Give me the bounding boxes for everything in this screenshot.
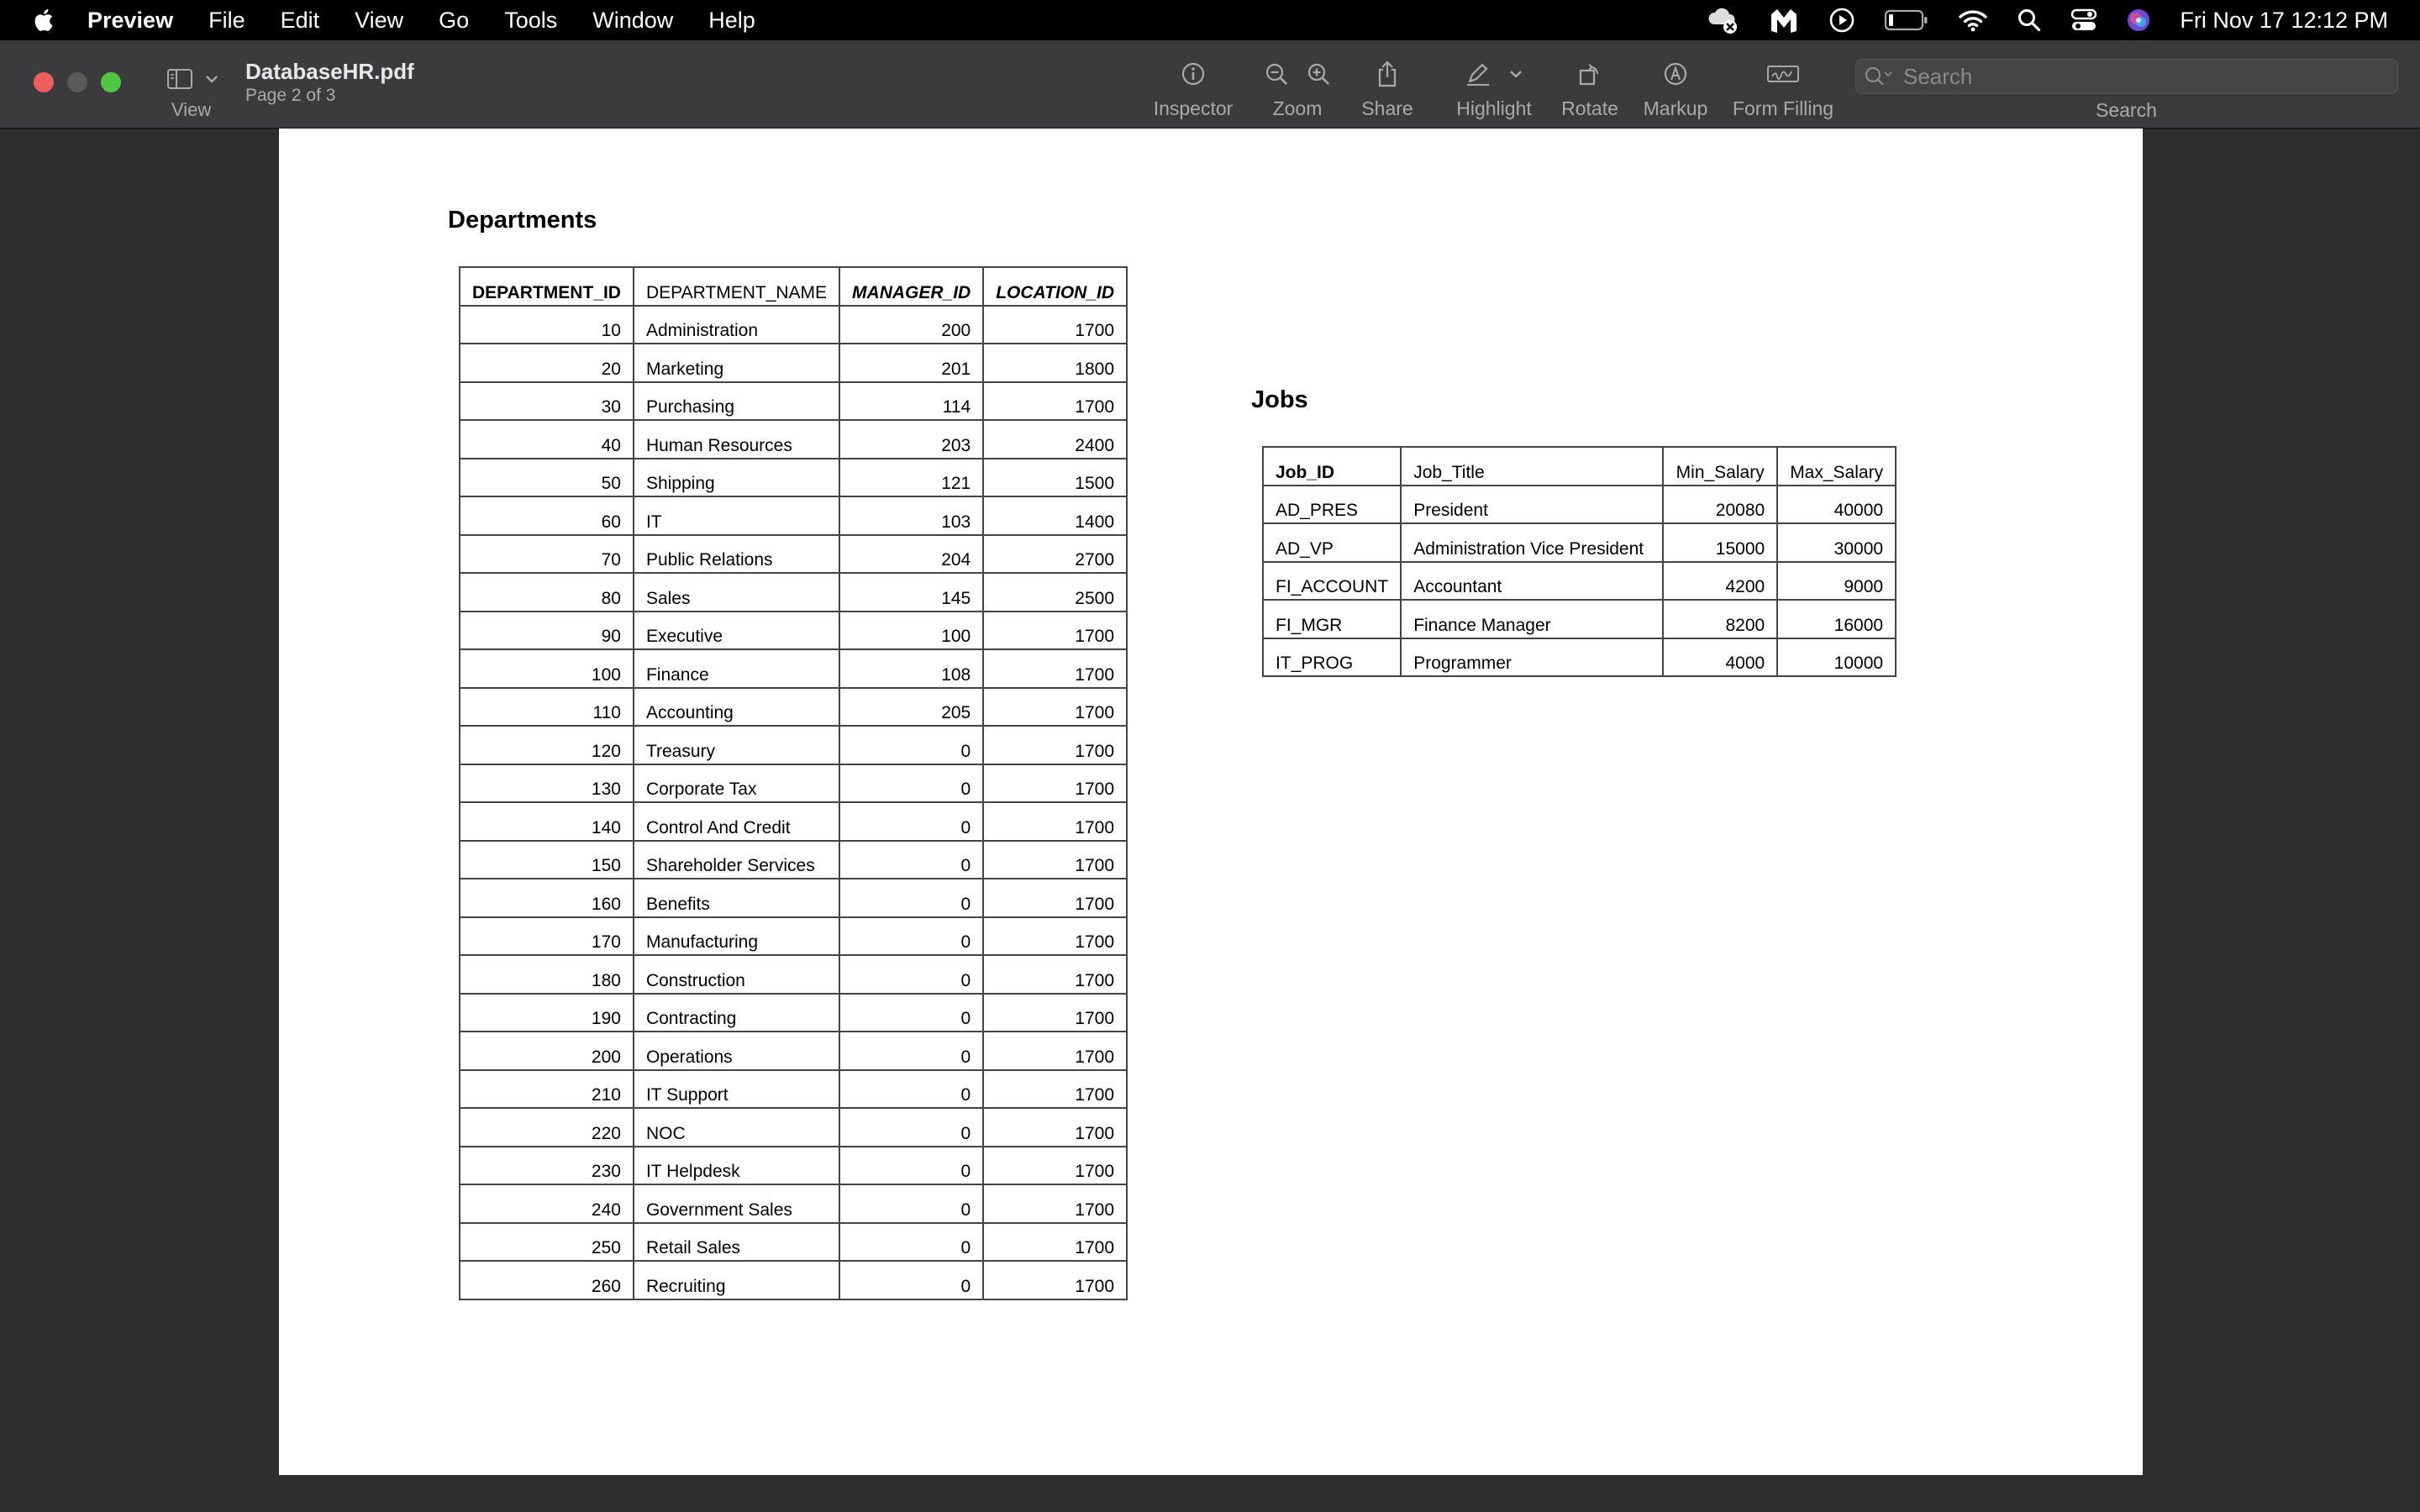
table-row — [460, 306, 1127, 344]
table-row — [460, 917, 1127, 956]
table-row — [460, 994, 1127, 1032]
battery-icon[interactable] — [1884, 9, 1929, 31]
malwarebytes-icon[interactable] — [1768, 6, 1800, 34]
table-cell: 180 — [460, 955, 634, 994]
table-cell: 80 — [460, 573, 634, 612]
table-cell: 0 — [839, 841, 983, 879]
table-cell: Public Relations — [634, 535, 839, 574]
column-header: Job_Title — [1401, 447, 1663, 486]
table-row — [460, 688, 1127, 727]
sidebar-icon — [166, 68, 195, 90]
menu-edit[interactable]: Edit — [280, 7, 320, 33]
control-center-icon[interactable] — [2070, 8, 2097, 33]
column-header: MANAGER_ID — [839, 267, 983, 306]
table-row — [1263, 486, 1896, 524]
table-cell: AD_VP — [1263, 523, 1401, 562]
table-cell: FI_MGR — [1263, 600, 1401, 638]
table-cell: 260 — [460, 1261, 634, 1299]
table-cell: 110 — [460, 688, 634, 727]
table-cell: 0 — [839, 726, 983, 764]
share-icon — [1375, 60, 1400, 88]
chevron-down-icon[interactable] — [1508, 68, 1523, 80]
column-header: DEPARTMENT_NAME — [634, 267, 839, 306]
table-cell: Corporate Tax — [634, 764, 839, 803]
table-cell: 1700 — [983, 955, 1127, 994]
table-row — [460, 420, 1127, 459]
window-minimize-button[interactable] — [67, 72, 87, 92]
table-cell: 20080 — [1663, 486, 1777, 524]
table-cell: Finance — [634, 649, 839, 688]
table-cell: 130 — [460, 764, 634, 803]
table-cell: Treasury — [634, 726, 839, 764]
table-cell: 1700 — [983, 994, 1127, 1032]
column-header: LOCATION_ID — [983, 267, 1127, 306]
cloud-sync-icon[interactable] — [1706, 6, 1739, 34]
table-cell: Operations — [634, 1032, 839, 1070]
window-close-button[interactable] — [34, 72, 54, 92]
document-title[interactable]: DatabaseHR.pdf — [245, 59, 414, 84]
chevron-down-icon — [203, 73, 220, 85]
table-row — [460, 841, 1127, 879]
table-cell: 201 — [839, 344, 983, 382]
table-cell: Control And Credit — [634, 802, 839, 841]
table-cell: Finance Manager — [1401, 600, 1663, 638]
search-label: Search — [2096, 99, 2157, 121]
table-cell: 10 — [460, 306, 634, 344]
menu-view[interactable]: View — [355, 7, 404, 33]
spotlight-search-icon[interactable] — [2017, 8, 2042, 33]
table-row — [460, 955, 1127, 994]
table-cell: 50 — [460, 459, 634, 497]
table-cell: Benefits — [634, 879, 839, 917]
table-cell: 250 — [460, 1223, 634, 1262]
share-button[interactable] — [1358, 57, 1417, 120]
table-cell: 230 — [460, 1147, 634, 1185]
table-cell: 1700 — [983, 1032, 1127, 1070]
table-row — [1263, 638, 1896, 677]
table-row — [460, 573, 1127, 612]
table-cell: 40 — [460, 420, 634, 459]
table-cell: 240 — [460, 1184, 634, 1223]
table-cell: 4000 — [1663, 638, 1777, 677]
departments-header-row — [460, 267, 1127, 306]
table-cell: 30 — [460, 382, 634, 421]
menu-window[interactable]: Window — [592, 7, 674, 33]
table-cell: 0 — [839, 1261, 983, 1299]
table-row — [460, 1032, 1127, 1070]
departments-table — [459, 266, 1128, 1300]
table-row — [460, 1223, 1127, 1262]
table-cell: 220 — [460, 1108, 634, 1147]
table-cell: 120 — [460, 726, 634, 764]
zoom-in-icon[interactable] — [1306, 61, 1331, 87]
table-cell: 203 — [839, 420, 983, 459]
table-cell: Shareholder Services — [634, 841, 839, 879]
table-row — [1263, 523, 1896, 562]
menu-go[interactable]: Go — [439, 7, 470, 33]
zoom-out-icon[interactable] — [1264, 61, 1289, 87]
table-cell: 103 — [839, 496, 983, 535]
table-cell: 0 — [839, 1223, 983, 1262]
menu-app-preview[interactable]: Preview — [87, 7, 174, 33]
table-row — [460, 1147, 1127, 1185]
table-row — [460, 1184, 1127, 1223]
table-cell: 1700 — [983, 1070, 1127, 1109]
table-cell: IT Support — [634, 1070, 839, 1109]
table-row — [460, 879, 1127, 917]
table-cell: IT Helpdesk — [634, 1147, 839, 1185]
table-cell: 90 — [460, 612, 634, 650]
table-cell: 0 — [839, 994, 983, 1032]
table-row — [460, 802, 1127, 841]
table-cell: 0 — [839, 955, 983, 994]
table-cell: 1700 — [983, 841, 1127, 879]
table-cell: 1700 — [983, 802, 1127, 841]
table-row — [460, 496, 1127, 535]
table-cell: 100 — [839, 612, 983, 650]
zoom-label: Zoom — [1272, 97, 1323, 119]
table-cell: 1700 — [983, 382, 1127, 421]
table-cell: 1700 — [983, 306, 1127, 344]
apple-logo-icon[interactable] — [30, 6, 59, 34]
table-row — [460, 726, 1127, 764]
table-row — [460, 1261, 1127, 1299]
table-cell: 8200 — [1663, 600, 1777, 638]
table-cell: 1700 — [983, 1108, 1127, 1147]
table-cell: 1700 — [983, 1184, 1127, 1223]
highlight-button[interactable] — [1452, 57, 1536, 120]
form-filling-button[interactable] — [1731, 57, 1835, 120]
wifi-icon[interactable] — [1958, 8, 1988, 33]
table-cell: FI_ACCOUNT — [1263, 562, 1401, 601]
table-cell: 1700 — [983, 612, 1127, 650]
table-row — [460, 612, 1127, 650]
table-cell: 205 — [839, 688, 983, 727]
table-cell: Manufacturing — [634, 917, 839, 956]
share-label: Share — [1361, 97, 1413, 119]
menu-bar — [0, 0, 2420, 40]
table-cell: 1700 — [983, 879, 1127, 917]
view-label: View — [171, 99, 212, 120]
jobs-table — [1262, 446, 1897, 677]
table-cell: 1700 — [983, 1147, 1127, 1185]
table-cell: 0 — [839, 1184, 983, 1223]
table-cell: IT_PROG — [1263, 638, 1401, 677]
table-cell: 1700 — [983, 917, 1127, 956]
table-cell: 40000 — [1777, 486, 1896, 524]
table-cell: 20 — [460, 344, 634, 382]
table-cell: IT — [634, 496, 839, 535]
table-cell: 170 — [460, 917, 634, 956]
pdf-page — [279, 129, 2143, 1475]
table-row — [460, 382, 1127, 421]
table-cell: 114 — [839, 382, 983, 421]
table-cell: 210 — [460, 1070, 634, 1109]
table-cell: 190 — [460, 994, 634, 1032]
rotate-icon — [1577, 60, 1602, 87]
table-cell: 70 — [460, 535, 634, 574]
table-cell: Contracting — [634, 994, 839, 1032]
info-icon — [1181, 61, 1206, 87]
table-cell: 0 — [839, 1108, 983, 1147]
table-cell: 30000 — [1777, 523, 1896, 562]
table-cell: Shipping — [634, 459, 839, 497]
inspector-label: Inspector — [1153, 97, 1234, 119]
table-row — [460, 649, 1127, 688]
table-row — [460, 764, 1127, 803]
play-circle-icon[interactable] — [1828, 7, 1855, 34]
table-cell: Sales — [634, 573, 839, 612]
departments-title: Departments — [448, 207, 597, 234]
table-cell: Executive — [634, 612, 839, 650]
table-cell: Construction — [634, 955, 839, 994]
column-header: DEPARTMENT_ID — [460, 267, 634, 306]
form-filling-label: Form Filling — [1732, 97, 1834, 119]
table-cell: 1500 — [983, 459, 1127, 497]
table-cell: 0 — [839, 1147, 983, 1185]
table-row — [460, 535, 1127, 574]
jobs-table-body — [1263, 486, 1896, 677]
highlight-label: Highlight — [1456, 97, 1532, 119]
table-cell: 0 — [839, 1032, 983, 1070]
table-cell: Administration Vice President — [1401, 523, 1663, 562]
markup-pen-circle-icon — [1663, 61, 1688, 87]
table-cell: 0 — [839, 917, 983, 956]
table-cell: 108 — [839, 649, 983, 688]
table-cell: Programmer — [1401, 638, 1663, 677]
inspector-button[interactable] — [1151, 57, 1235, 120]
menu-tools[interactable]: Tools — [504, 7, 558, 33]
form-signature-icon — [1766, 61, 1800, 87]
jobs-header-row — [1263, 447, 1896, 486]
table-cell: Accounting — [634, 688, 839, 727]
table-cell: 1400 — [983, 496, 1127, 535]
jobs-title: Jobs — [1251, 386, 1308, 413]
markup-label: Markup — [1643, 97, 1708, 119]
table-cell: Administration — [634, 306, 839, 344]
table-cell: 1700 — [983, 649, 1127, 688]
table-cell: Marketing — [634, 344, 839, 382]
table-cell: AD_PRES — [1263, 486, 1401, 524]
table-cell: 1700 — [983, 688, 1127, 727]
table-cell: 0 — [839, 764, 983, 803]
table-cell: Human Resources — [634, 420, 839, 459]
table-cell: 1700 — [983, 1261, 1127, 1299]
column-header: Max_Salary — [1777, 447, 1896, 486]
table-row — [460, 1108, 1127, 1147]
table-cell: 2500 — [983, 573, 1127, 612]
table-cell: President — [1401, 486, 1663, 524]
table-row — [460, 1070, 1127, 1109]
table-cell: Purchasing — [634, 382, 839, 421]
table-row — [460, 344, 1127, 382]
table-row — [1263, 600, 1896, 638]
table-cell: Government Sales — [634, 1184, 839, 1223]
table-cell: 15000 — [1663, 523, 1777, 562]
table-cell: Accountant — [1401, 562, 1663, 601]
departments-table-body — [460, 306, 1127, 1299]
zoom-control[interactable] — [1255, 57, 1339, 120]
table-cell: 160 — [460, 879, 634, 917]
table-cell: 2700 — [983, 535, 1127, 574]
table-cell: 1700 — [983, 726, 1127, 764]
table-cell: 121 — [839, 459, 983, 497]
siri-icon[interactable] — [2126, 8, 2151, 33]
table-cell: Retail Sales — [634, 1223, 839, 1262]
table-cell: 1800 — [983, 344, 1127, 382]
preview-toolbar — [0, 40, 2420, 129]
search-icon — [1863, 65, 1895, 88]
menu-file[interactable]: File — [208, 7, 245, 33]
table-cell: 2400 — [983, 420, 1127, 459]
rotate-button[interactable] — [1556, 57, 1623, 120]
page-indicator: Page 2 of 3 — [245, 86, 336, 105]
menu-bar-status-area — [1677, 0, 2388, 40]
table-cell: 16000 — [1777, 600, 1896, 638]
table-cell: 150 — [460, 841, 634, 879]
table-cell: 200 — [460, 1032, 634, 1070]
table-cell: 4200 — [1663, 562, 1777, 601]
table-cell: 1700 — [983, 764, 1127, 803]
table-cell: 0 — [839, 879, 983, 917]
table-cell: 200 — [839, 306, 983, 344]
table-cell: 1700 — [983, 1223, 1127, 1262]
window-zoom-button[interactable] — [101, 72, 121, 92]
table-cell: 140 — [460, 802, 634, 841]
table-cell: 0 — [839, 1070, 983, 1109]
table-cell: 204 — [839, 535, 983, 574]
rotate-label: Rotate — [1561, 97, 1618, 119]
table-cell: 100 — [460, 649, 634, 688]
column-header: Min_Salary — [1663, 447, 1777, 486]
table-row — [460, 459, 1127, 497]
menu-help[interactable]: Help — [708, 7, 755, 33]
table-cell: 0 — [839, 802, 983, 841]
search-field[interactable] — [1855, 59, 2398, 94]
markup-button[interactable] — [1642, 57, 1709, 120]
menu-bar-clock[interactable]: Fri Nov 17 12:12 PM — [2180, 7, 2388, 33]
column-header: Job_ID — [1263, 447, 1401, 486]
table-cell: NOC — [634, 1108, 839, 1147]
table-cell: 145 — [839, 573, 983, 612]
table-row — [1263, 562, 1896, 601]
highlighter-pen-icon — [1465, 61, 1491, 87]
table-cell: 10000 — [1777, 638, 1896, 677]
table-cell: 9000 — [1777, 562, 1896, 601]
table-cell: 60 — [460, 496, 634, 535]
sidebar-view-button[interactable] — [166, 64, 222, 94]
search-input[interactable] — [1902, 63, 2375, 91]
table-cell: Recruiting — [634, 1261, 839, 1299]
